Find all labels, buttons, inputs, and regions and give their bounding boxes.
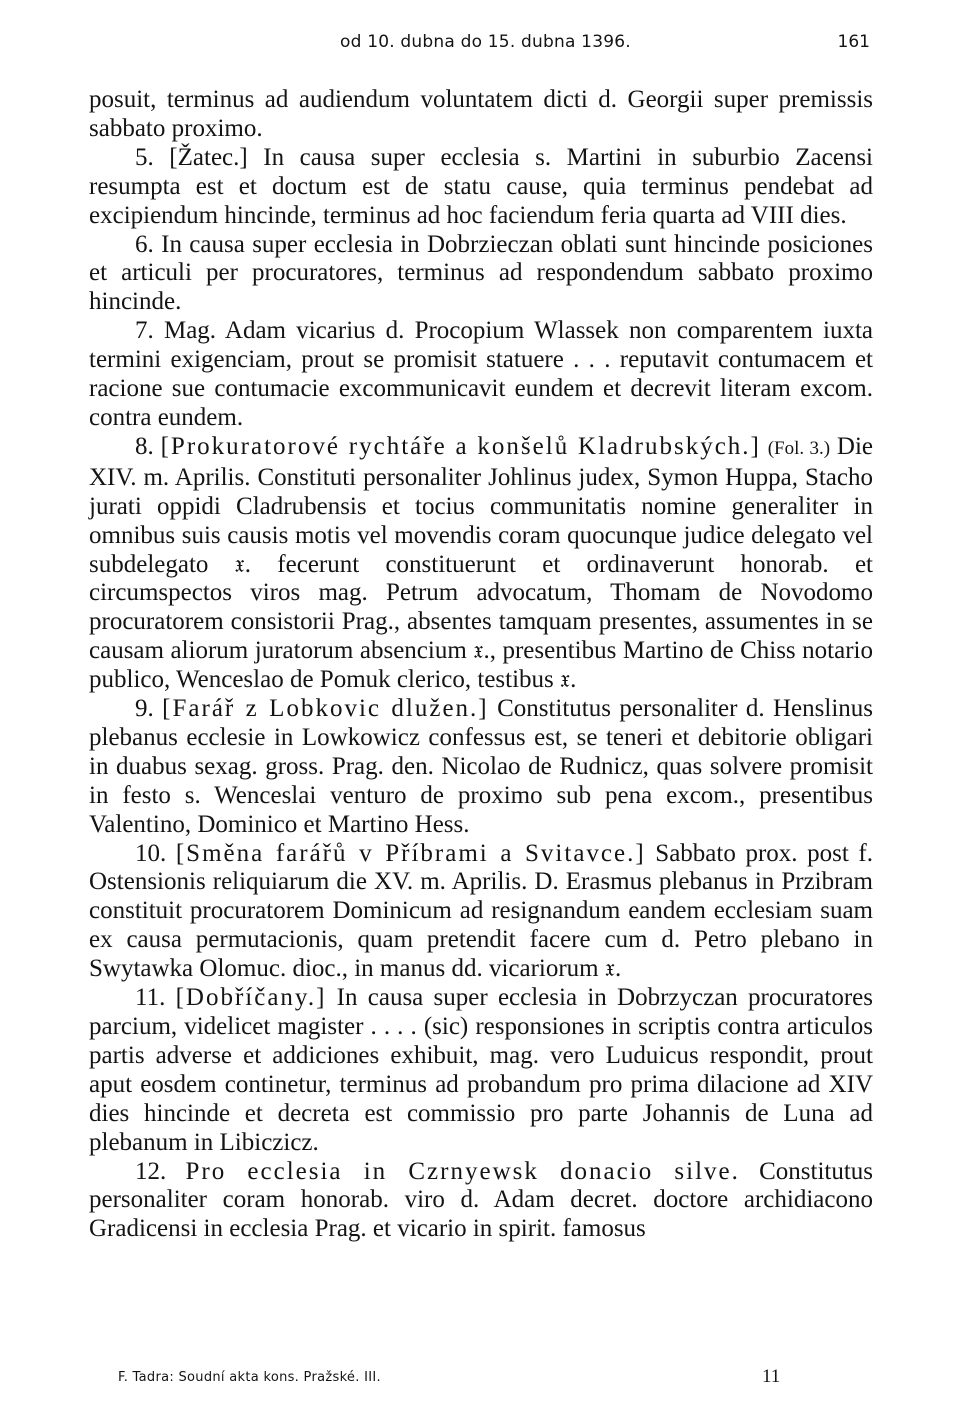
paragraph-text: Constitutus personaliter coram honorab. viro d. Adam decret. doctore archidiacono Gradicensi in ecclesia Prag. et vicario in spirit. famosus bbox=[89, 1157, 874, 1243]
paragraph-text: 5. [Žatec.] In causa super ecclesia s. Martini in suburbio Zacensi resumpta est et doctum est de statu cause, quia terminus pendebat ad excipiendum hincinde, terminus ad hoc faciendum feria quarta ad VIII dies. bbox=[89, 143, 873, 229]
page-number: 161 bbox=[837, 32, 870, 52]
signature-mark: 11 bbox=[762, 1366, 781, 1387]
paragraph-text: Constitutus personaliter d. Henslinus plebanus ecclesie in Lowkowicz confessus est, se teneri et debitorie obligari in duabus sexag. gross. Prag. den. Nicolao de Rudnicz, quas solvere promisit in festo s. Wenceslai venturo de proximo sub pena excom., presentibus Valentino, Dominico et Martino Hess. bbox=[89, 695, 873, 838]
running-head: od 10. dubna do 15. dubna 1396. bbox=[340, 32, 631, 52]
entry-heading: Pro ecclesia in Czrnyewsk donacio silve. bbox=[185, 1157, 740, 1185]
entry-heading: [Farář z Lobkovic dlužen.] bbox=[162, 695, 489, 723]
paragraph-text: In causa super ecclesia in Dobrzyczan procuratores parcium, videlicet magister . . . . (sic) responsiones in scriptis contra articulos partis adverse et addiciones exhibuit, mag. vero Luduicus respondit, prout aput eosdem continetur, terminus ad probandum pro prima dilacione ad XIV dies hincinde et decreta est commissio pro parte Johannis de Luna ad plebanum in Libiczicz. bbox=[89, 984, 873, 1156]
body-text bbox=[89, 86, 873, 1244]
paragraph-text: Die XIV. m. Aprilis. Constituti personaliter Johlinus judex, Symon Huppa, Stacho jurati oppidi Cladrubensis et tocius communitatis nomine generaliter in omnibus suis causis motis vel movendis coram quocunque judice delegato vel subdelegato 𝔵. fecerunt constituerunt et ordinaverunt honorab. et circumspectos viros mag. Petrum advocatum, Thomam de Novodomo procuratorem consistorii Prag., absentes tamquam presentes, assumentes in se causam aliorum juratorum absencium 𝔵., presentibus Martino de Chiss notario publico, Wenceslao de Pomuk clerico, testibus 𝔵. bbox=[89, 432, 874, 694]
entry-number: 10. bbox=[135, 839, 167, 867]
entry-heading: [Dobříčany.] bbox=[175, 984, 327, 1012]
entry-number: 12. bbox=[135, 1157, 167, 1185]
footer-citation: F. Tadra: Soudní akta kons. Pražské. III. bbox=[118, 1370, 381, 1385]
paragraph-text: 7. Mag. Adam vicarius d. Procopium Wlassek non comparentem iuxta termini exigenciam, prout se promisit statuere . . . reputavit contumacem et racione sue contumacie excommunicavit eundem et decrevit literam excom. contra eundem. bbox=[89, 317, 873, 431]
paragraph-entry-9 bbox=[89, 695, 873, 840]
paragraph-entry-8 bbox=[89, 433, 873, 695]
paragraph-continuation bbox=[89, 86, 873, 144]
page-footer bbox=[0, 1366, 960, 1390]
paragraph-text: 6. In causa super ecclesia in Dobrzieczan oblati sunt hincinde posiciones et articuli per procuratores, terminus ad respondendum sabbato proximo hincinde. bbox=[89, 230, 873, 316]
paragraph-text: posuit, terminus ad audiendum voluntatem dicti d. Georgii super premissis sabbato proximo. bbox=[89, 86, 873, 142]
page-header bbox=[0, 32, 960, 62]
entry-number: 11. bbox=[135, 984, 166, 1012]
paragraph-entry-7 bbox=[89, 317, 873, 433]
paragraph-entry-11 bbox=[89, 984, 873, 1157]
folio-reference: (Fol. 3.) bbox=[767, 437, 831, 459]
entry-heading: [Směna farářů v Příbrami a Svitavce.] bbox=[175, 839, 646, 867]
entry-number: 9. bbox=[135, 695, 154, 723]
entry-heading: [Prokuratorové rychtáře a konšelů Kladrubských.] bbox=[160, 432, 761, 460]
paragraph-text: Sabbato prox. post f. Ostensionis reliquiarum die XV. m. Aprilis. D. Erasmus plebanus in Przibram constituit procuratorem Dominicum ad resignandum eandem ecclesiam suam ex causa permutacionis, quam pretendit facere cum d. Petro plebano in Swytawka Olomuc. dioc., in manus dd. vicariorum 𝔵. bbox=[89, 839, 873, 983]
paragraph-entry-10 bbox=[89, 840, 873, 985]
paragraph-entry-6 bbox=[89, 231, 873, 318]
paragraph-entry-5 bbox=[89, 144, 873, 231]
entry-number: 8. bbox=[135, 432, 154, 460]
paragraph-entry-12 bbox=[89, 1158, 873, 1245]
